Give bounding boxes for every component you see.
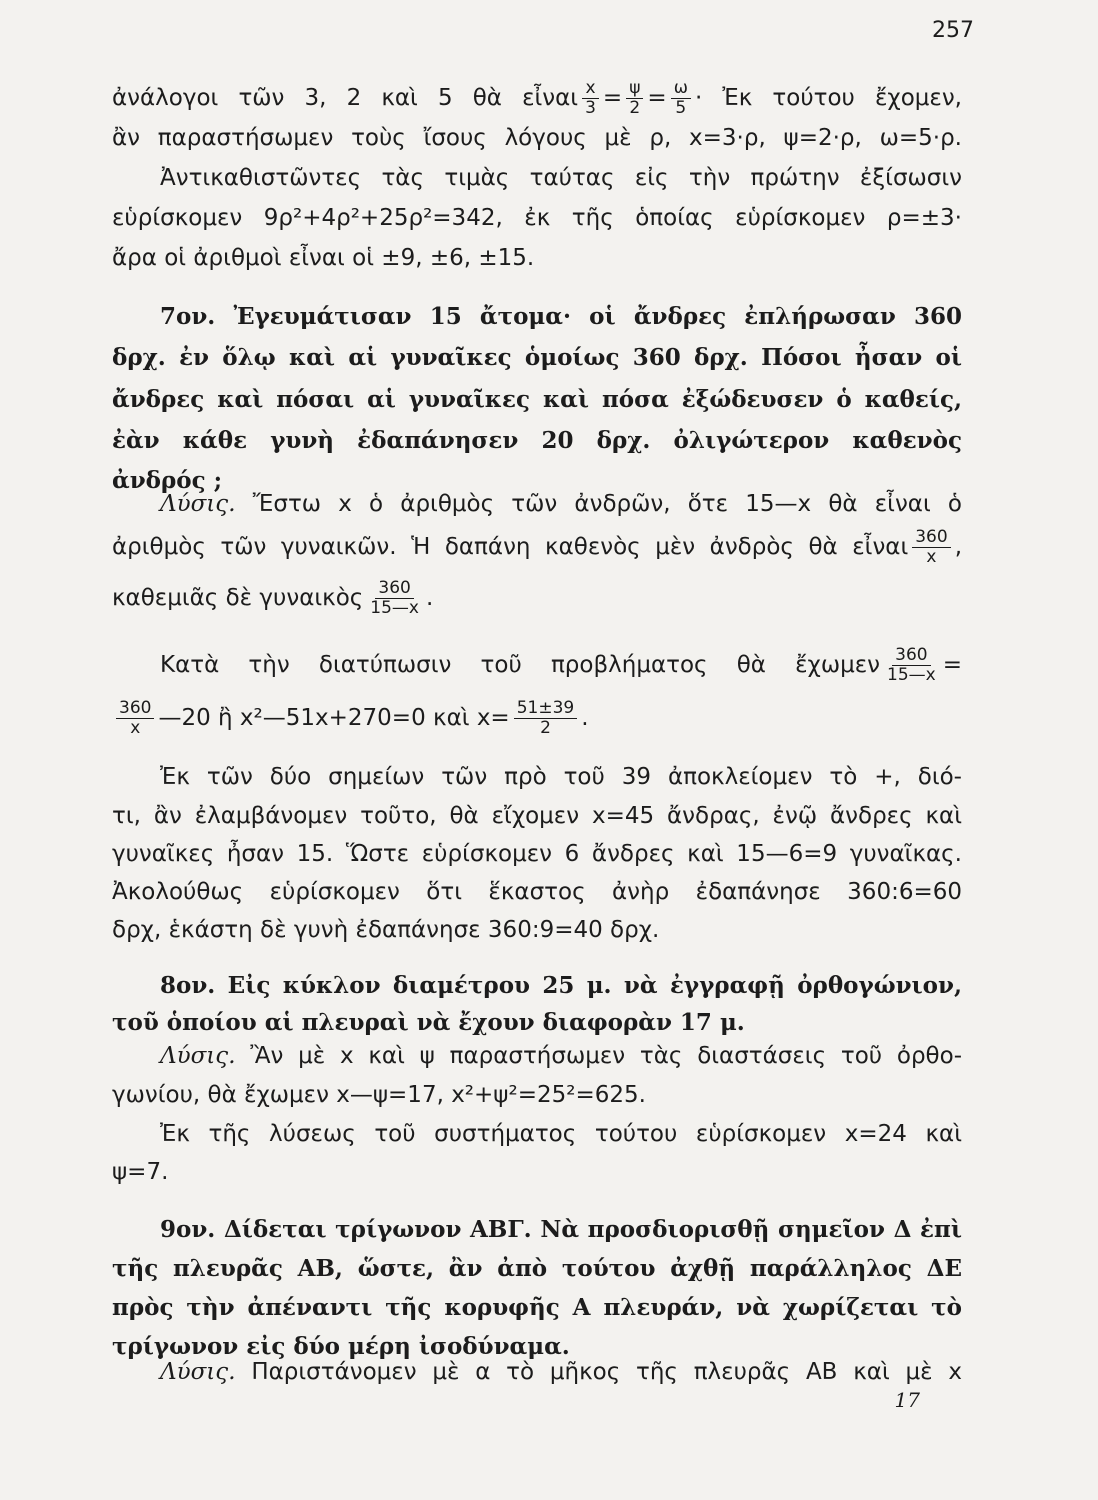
- problem-text: τοῦ ὁποίου αἱ πλευραὶ νὰ ἔχουν διαφορὰν 17 μ.: [112, 1009, 745, 1036]
- fraction: $\frac{360}{x}$: [912, 528, 950, 567]
- problem-heading: 8ον. Εἰς κύκλον διαμέτρου 25 μ. νὰ ἐγγραφῇ ὀρθογώνιον,: [160, 972, 962, 999]
- problem-text: τῆς πλευρᾶς ΑΒ, ὥστε, ἂν ἀπὸ τούτου ἀχθῇ παράλληλος ΔΕ: [112, 1255, 962, 1282]
- fraction: $\frac{\omega}{5}$: [671, 79, 691, 118]
- text-line: εὑρίσκομεν 9ρ²+4ρ²+25ρ²=342, ἐκ τῆς ὁποίας εὑρίσκομεν ρ=±3·: [112, 205, 962, 231]
- text-line: Ἐκ τῆς λύσεως τοῦ συστήματος τούτου εὑρίσκομεν x=24 καὶ: [160, 1121, 962, 1147]
- fraction: $\frac{51\pm 39}{2}$: [514, 699, 578, 738]
- text-line: ἀνάλογοι τῶν 3, 2 καὶ 5 θὰ εἶναι $\frac{x}{3}$ = $\frac{\psi}{2}$ = $\frac{\omega}{5}$ · Ἐκ τούτου ἔχομεν,: [112, 78, 962, 118]
- problem-text: ἀνδρός ;: [112, 467, 223, 494]
- problem-heading: 9ον. Δίδεται τρίγωνον ΑΒΓ. Νὰ προσδιορισθῇ σημεῖον Δ ἐπὶ: [160, 1216, 962, 1243]
- fraction: $\frac{360}{15—x}$: [887, 645, 936, 685]
- problem-text: πρὸς τὴν ἀπέναντι τῆς κορυφῆς Α πλευράν, νὰ χωρίζεται τὸ: [112, 1294, 962, 1321]
- signature-mark: 17: [894, 1388, 920, 1412]
- text-line: δρχ, ἑκάστη δὲ γυνὴ ἐδαπάνησε 360:9=40 δρχ.: [112, 917, 660, 943]
- text-line: Λύσις. Ἔστω x ὁ ἀριθμὸς τῶν ἀνδρῶν, ὅτε 15—x θὰ εἶναι ὁ: [160, 491, 962, 517]
- problem-heading: 7ον. Ἐγευμάτισαν 15 ἄτομα· οἱ ἄνδρες ἐπλήρωσαν 360: [160, 303, 962, 330]
- text-line: τι, ἂν ἐλαμβάνομεν τοῦτο, θὰ εἴχομεν x=45 ἄνδρας, ἐνῷ ἄνδρες καὶ: [112, 803, 962, 829]
- text-line: Ἀκολούθως εὑρίσκομεν ὅτι ἕκαστος ἀνὴρ ἐδαπάνησε 360:6=60: [112, 879, 962, 905]
- fraction: $\frac{360}{x}$: [116, 699, 154, 738]
- fraction: $\frac{360}{15—x}$: [370, 578, 419, 618]
- problem-text: ἄνδρες καὶ πόσαι αἱ γυναῖκες καὶ πόσα ἐξώδευσεν ὁ καθείς,: [112, 386, 962, 413]
- text-line: Κατὰ τὴν διατύπωσιν τοῦ προβλήματος θὰ ἔχωμεν $\frac{360}{15—x}$ =: [160, 645, 962, 685]
- text-line: Λύσις. Παριστάνομεν μὲ α τὸ μῆκος τῆς πλευρᾶς ΑΒ καὶ μὲ x: [160, 1359, 963, 1385]
- text-line: γωνίου, θὰ ἔχωμεν x—ψ=17, x²+ψ²=25²=625.: [112, 1082, 646, 1108]
- text-line: Λύσις. Ἂν μὲ x καὶ ψ παραστήσωμεν τὰς διαστάσεις τοῦ ὀρθο-: [160, 1043, 962, 1069]
- text-line: Ἀντικαθιστῶντες τὰς τιμὰς ταύτας εἰς τὴν πρώτην ἐξίσωσιν: [160, 165, 962, 191]
- problem-text: τρίγωνον εἰς δύο μέρη ἰσοδύναμα.: [112, 1333, 570, 1360]
- text-line: γυναῖκες ἦσαν 15. Ὥστε εὑρίσκομεν 6 ἄνδρες καὶ 15—6=9 γυναῖκας.: [112, 841, 962, 867]
- problem-text: δρχ. ἐν ὅλῳ καὶ αἱ γυναῖκες ὁμοίως 360 δρχ. Πόσοι ἦσαν οἱ: [112, 344, 962, 371]
- text-line: ψ=7.: [112, 1159, 169, 1185]
- text-line: Ἐκ τῶν δύο σημείων τῶν πρὸ τοῦ 39 ἀποκλείομεν τὸ +, διό-: [160, 764, 962, 790]
- text-line: ἂν παραστήσωμεν τοὺς ἴσους λόγους μὲ ρ, x=3·ρ, ψ=2·ρ, ω=5·ρ.: [112, 125, 962, 151]
- text-line: ἄρα οἱ ἀριθμοὶ εἶναι οἱ ±9, ±6, ±15.: [112, 245, 535, 271]
- text-line: ἀριθμὸς τῶν γυναικῶν. Ἡ δαπάνη καθενὸς μὲν ἀνδρὸς θὰ εἶναι $\frac{360}{x}$ ,: [112, 527, 962, 567]
- fraction: $\frac{\psi}{2}$: [626, 79, 643, 118]
- text-line: καθεμιᾶς δὲ γυναικὸς $\frac{360}{15—x}$ .: [112, 578, 434, 618]
- problem-text: ἐὰν κάθε γυνὴ ἐδαπάνησεν 20 δρχ. ὀλιγώτερον καθενὸς: [112, 427, 962, 454]
- page-number: 257: [932, 18, 974, 43]
- fraction: $\frac{x}{3}$: [582, 79, 599, 118]
- text-line: $\frac{360}{x}$ —20 ἢ x²—51x+270=0 καὶ x= $\frac{51\pm 39}{2}$ .: [112, 698, 962, 738]
